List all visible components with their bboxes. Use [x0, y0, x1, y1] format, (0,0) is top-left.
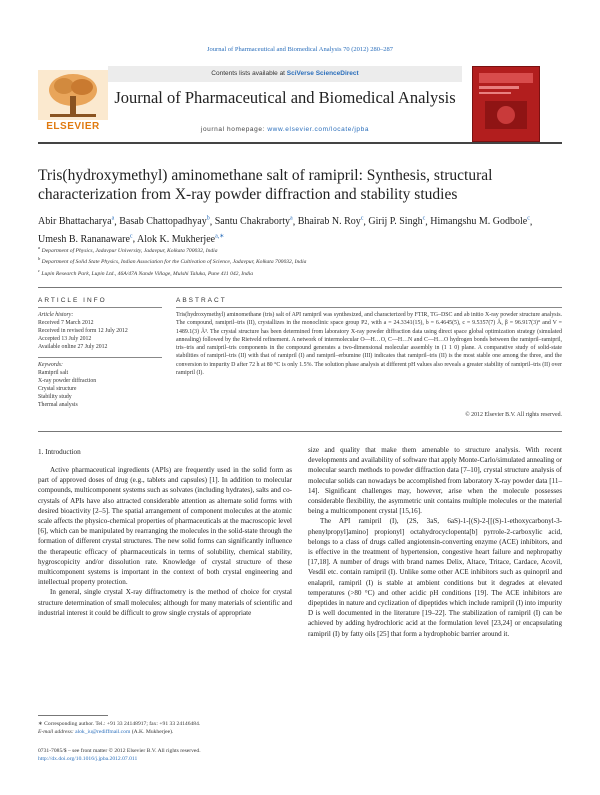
body-paragraph: The API ramipril (I), (2S, 3aS, 6aS)-1-[(S)-2-[[(S)-1-ethoxycarbonyl-3-phenylpropyl]amino] propionyl] octahydrocyclopenta[b] pyrrole-2-carboxylic acid, belongs to a class of drugs called angiotensin-converting enzyme (ACE) inhibitors, and is effective in the treatment of hypertension, congestive heart failure and nephropathy [17,18]. A number of drugs with brand names Delix, Altace, Tritace, Cardace, Acovil, Vesdil etc. contain ramipril (I). Unlike some other ACE inhibitors such as quinopril and enalapril, ramipril (I) is stable at ambient conditions but it degrades at elevated temperatures (>80 °C) and other acidic pH conditions [19]. The ACE inhibitors are dipeptides in nature and cyclization of dipeptides which include ramipril (I) into impurity D is well documented in the literature [19–22]. The stabilization of ramipril (I) can be achieved by adding hydrochloric acid at the formulation level [23,24] or encapsulating ramipril (I) by fatty oils [25] that form a hydrophobic barrier around it. — [308, 517, 562, 638]
history-label: Article history: — [38, 312, 74, 318]
author — [298, 216, 364, 227]
contents-prefix: Contents lists available at — [211, 70, 287, 77]
keyword-list — [38, 361, 162, 409]
divider — [176, 307, 562, 308]
publisher-name: ELSEVIER — [46, 121, 100, 132]
affiliation-text: Lupin Research Park, Lupin Ltd., 46A/47A Nande Village, Mulshi Taluka, Pune 411 042, India — [41, 270, 254, 277]
author-affiliation-marker[interactable]: a — [290, 216, 293, 222]
affiliation — [38, 244, 562, 255]
divider — [38, 307, 162, 308]
author-affiliation-marker[interactable]: c — [360, 216, 364, 222]
affiliation — [38, 255, 562, 266]
author — [119, 216, 209, 227]
paper-title — [38, 166, 562, 204]
doi-link[interactable]: http://dx.doi.org/10.1016/j.jpba.2012.07.011 — [38, 756, 138, 762]
body-paragraph: size and quality that make them amenable to structure analysis. With recent developments and availability of software that apply Monte-Carlo/simulated annealing or molecular search methods to powder diffraction data [7–10], crystal structure analysis of molecular solids can nowadays be accomplished from laboratory X-ray powder data [11–14]. Significant challenges may, however, arise when the molecule possesses considerable flexibility, the asymmetric unit contains multiple molecules or the material being a multicomponent crystal [15,16]. — [308, 446, 562, 516]
footnote-rule — [38, 715, 108, 716]
journal-title: Journal of Pharmaceutical and Biomedical Analysis — [114, 88, 456, 107]
author-affiliation-marker[interactable]: c — [422, 216, 426, 222]
author-name: Abir Bhattacharya — [38, 216, 112, 228]
title-line: Tris(hydroxymethyl) aminomethane salt of ramipril: Synthesis, structural — [38, 167, 493, 184]
article-info-heading: ARTICLE INFO — [38, 297, 107, 304]
article-history — [38, 311, 162, 351]
journal-cover-image — [472, 66, 540, 142]
divider — [38, 287, 562, 288]
section-heading: 1. Introduction — [38, 448, 81, 456]
author — [215, 216, 293, 227]
author-affiliation-marker[interactable]: a — [111, 216, 115, 222]
author — [38, 234, 133, 245]
author-affiliation-marker[interactable]: c — [129, 233, 133, 240]
keyword: Stability study — [38, 394, 72, 400]
journal-homepage — [108, 126, 462, 133]
keyword: Thermal analysis — [38, 402, 78, 408]
author-name: Girij P. Singh — [368, 216, 423, 228]
issn-line: 0731-7085/$ – see front matter © 2012 Elsevier B.V. All rights reserved. — [38, 748, 201, 754]
author-name: Basab Chattopadhyay — [119, 216, 207, 228]
contents-strip — [108, 66, 462, 82]
author-affiliation-marker[interactable]: b — [206, 216, 210, 222]
body-column-right — [308, 445, 562, 639]
email-suffix: (A.K. Mukherjee). — [130, 729, 174, 735]
affiliation-marker: c — [38, 267, 40, 273]
author-name: Himangshu M. Godbole — [430, 216, 528, 228]
copyright-notice: © 2012 Elsevier B.V. All rights reserved. — [465, 412, 562, 418]
author-name: Bhairab N. Roy — [297, 216, 361, 228]
email-link[interactable]: alok_iu@rediffmail.com — [75, 729, 131, 735]
affiliation-text: Department of Solid State Physics, Indian Association for the Cultivation of Science, Jadavpur, Kolkata 700032, India — [41, 259, 307, 266]
keyword: Crystal structure — [38, 386, 77, 392]
author-affiliation-marker[interactable]: a,∗ — [215, 233, 225, 240]
history-item: Available online 27 July 2012 — [38, 344, 108, 350]
divider — [38, 431, 562, 432]
author — [368, 216, 425, 227]
elsevier-tree-icon — [38, 70, 108, 120]
author-name: Alok K. Mukherjee — [137, 233, 216, 245]
footnote-contact: ∗ Corresponding author. Tel.: +91 33 24148917; fax: +91 33 24146484. — [38, 721, 201, 727]
history-item: Accepted 13 July 2012 — [38, 336, 92, 342]
history-item: Received in revised form 12 July 2012 — [38, 328, 128, 334]
sciencedirect-link[interactable]: SciVerse ScienceDirect — [286, 70, 359, 77]
body-paragraph: In general, single crystal X-ray diffractometry is the method of choice for crystal structure determination of small molecules; although for many materials of scientific and industrial interest it could be difficult to grow single crystals of appropriate — [38, 588, 292, 617]
journal-reference[interactable]: Journal of Pharmaceutical and Biomedical Analysis 70 (2012) 280–287 — [207, 46, 393, 53]
cover-artwork-icon — [479, 73, 533, 135]
affiliation-marker: a — [38, 245, 41, 250]
homepage-link[interactable]: www.elsevier.com/locate/jpba — [267, 126, 370, 133]
body-column-left — [38, 465, 292, 618]
footnote-email-line — [38, 728, 292, 736]
abstract-text: Tris(hydroxymethyl) aminomethane (tris) salt of API ramipril was synthesized, and characterized by FTIR, TG–DSC and ab initio X-ray powder structure analysis. The compound, ramipril–tris (II), crystallizes in the monoclinic space group P2₁ with a = 24.3341(15), b = 6.4645(5), c = 9.5357(7) Å, β = 96.917(3)° and V = 1489.1(3) Å³. The crystal structure has been determined from laboratory X-ray powder diffraction data using direct space global optimization strategy (simulated annealing) followed by the Rietveld refinement. A network of intermolecular O—H…O, C—H…N and C—H…O hydrogen bonds between the ramipril–ramipril, tris–tris and ramipril–tris components in the compound generates a two-dimensional molecular assembly in (1 1 0) plane. A comparative study of solid-state stabilities of ramipril–tris (II) with that of ramipril (I) and ramipril–erbumine (III) indicates that ramipril–tris (II) is the most stable one among the three, and the conversion to impurity D after 72 h at 80 °C is only 1.5%. The solution phase analysis at different pH values also reveals a greater stability of ramipril–tris (II) over ramipril (I). — [176, 312, 562, 377]
affiliation-marker: b — [38, 256, 41, 262]
front-matter-notice — [38, 747, 292, 763]
author-name: Santu Chakraborty — [214, 216, 291, 228]
elsevier-logo — [38, 70, 108, 132]
keywords-label: Keywords: — [38, 362, 63, 368]
author-affiliation-marker[interactable]: c — [527, 216, 530, 222]
homepage-prefix: journal homepage: — [200, 126, 268, 133]
author — [38, 216, 114, 227]
keyword: X-ray powder diffraction — [38, 378, 97, 384]
author — [137, 234, 224, 245]
title-line: characterization from X-ray powder diffraction and stability studies — [38, 186, 458, 203]
author-list: Abir Bhattacharya$^a$, Basab Chattopadhyay$^b$, Santu Chakraborty$^a$, Bhairab N. Roy$^c$, Girij P. Singh$^c$, Himangshu M. Godbole$^c$, Umesh B. Rananaware$^c$, Alok K. Mukherjee$^{a,∗}$ — [38, 216, 533, 245]
email-label: E-mail address: — [38, 729, 76, 735]
abstract-heading: ABSTRACT — [176, 297, 227, 304]
history-item: Received 7 March 2012 — [38, 320, 94, 326]
affiliation — [38, 267, 562, 278]
affiliation-list — [38, 244, 562, 278]
corresponding-author-footnote — [38, 720, 292, 736]
divider — [38, 357, 162, 358]
affiliation-text: Department of Physics, Jadavpur University, Jadavpur, Kolkata 700032, India — [41, 247, 218, 254]
keyword: Ramipril salt — [38, 370, 69, 376]
author — [430, 216, 530, 227]
author-name: Umesh B. Rananaware — [38, 233, 130, 245]
body-paragraph: Active pharmaceutical ingredients (APIs) are frequently used in the solid form as part of approved doses of drug (e.g., tablets and capsules) [1]. In addition to molecular compounds, multicomponent systems such as solvates (including hydrates), salts and co-crystals of APIs have also attracted considerable attention as alternate solid forms with desired bioactivity [2–5]. The spatial arrangement of component molecules at the atomic scale affects the physico-chemical properties of pharmaceuticals at the macroscopic level [6], which can be manipulated by rearranging the molecules in the solid-state through the formation of different crystal structures. The new solid forms can significantly influence the therapeutic efficacy of pharmaceuticals in terms of solubility, chemical stability, hygroscopicity and/or dissolution rate. Knowledge of crystal structure of these multicomponent systems is important in the context of both crystal engineering and intellectual property protection. — [38, 466, 292, 587]
